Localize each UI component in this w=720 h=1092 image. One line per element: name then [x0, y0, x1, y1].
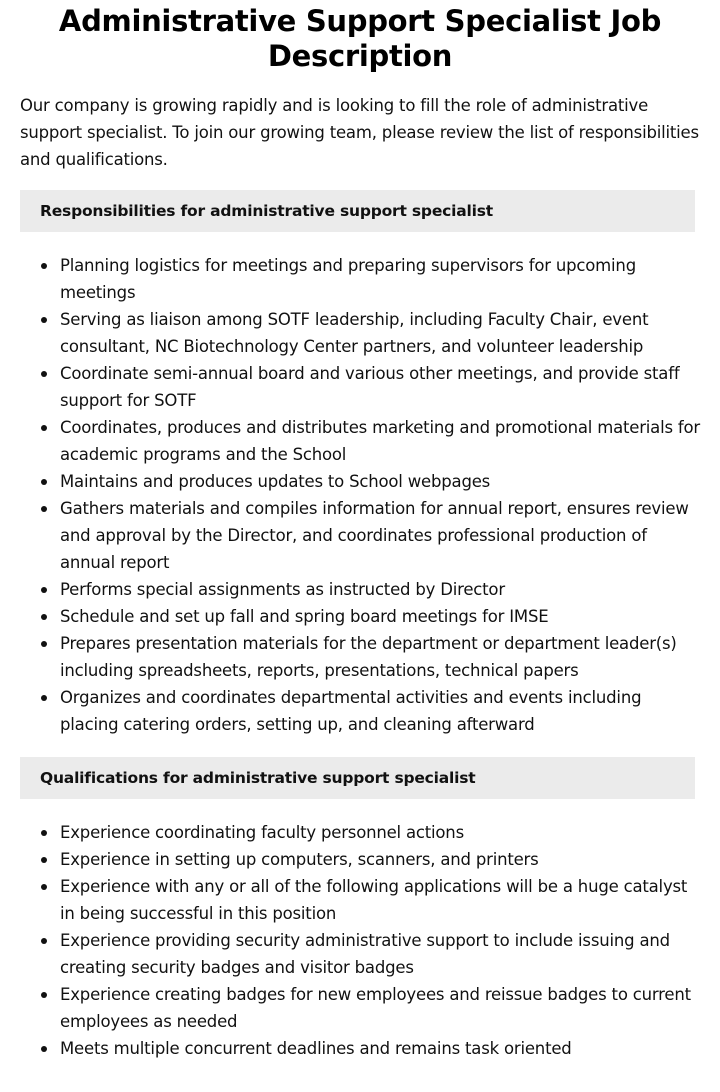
list-item [60, 495, 700, 576]
list-item [60, 819, 700, 846]
list-item [60, 846, 700, 873]
list-item [60, 981, 700, 1035]
list-item [60, 252, 700, 306]
list-item-text: Experience providing security administrative support to include issuing and creating security badges and visitor badges [60, 931, 670, 977]
bullet-icon [41, 695, 47, 701]
list-item [60, 360, 700, 414]
list-item-text: Serving as liaison among SOTF leadership, including Faculty Chair, event consultant, NC Biotechnology Center partners, and volunteer leadership [60, 310, 649, 356]
list-item-text: Coordinates, produces and distributes marketing and promotional materials for academic programs and the School [60, 418, 700, 464]
list-item-text: Experience with any or all of the following applications will be a huge catalyst in being successful in this position [60, 877, 688, 923]
list-item-text: Gathers materials and compiles information for annual report, ensures review and approval by the Director, and coordinates professional production of annual report [60, 499, 689, 572]
bullet-icon [41, 587, 47, 593]
list-item [60, 630, 700, 684]
list-item [60, 603, 700, 630]
bullet-icon [41, 884, 47, 890]
list-item-text: Organizes and coordinates departmental activities and events including placing catering orders, setting up, and cleaning afterward [60, 688, 642, 734]
bullet-icon [41, 317, 47, 323]
list-item-text: Schedule and set up fall and spring board meetings for IMSE [60, 607, 549, 626]
bullet-icon [41, 641, 47, 647]
bullet-icon [41, 938, 47, 944]
bullet-icon [41, 425, 47, 431]
responsibilities-list [20, 252, 700, 738]
page-title: Administrative Support Specialist Job Description [58, 4, 662, 73]
bullet-icon [41, 992, 47, 998]
responsibilities-heading: Responsibilities for administrative support specialist [20, 190, 695, 232]
list-item [60, 306, 700, 360]
list-item-text: Performs special assignments as instructed by Director [60, 580, 505, 599]
list-item-text: Prepares presentation materials for the department or department leader(s) including spreadsheets, reports, presentations, technical papers [60, 634, 677, 680]
list-item [60, 414, 700, 468]
bullet-icon [41, 263, 47, 269]
list-item [60, 1035, 700, 1062]
qualifications-heading: Qualifications for administrative support specialist [20, 757, 695, 799]
list-item-text: Maintains and produces updates to School webpages [60, 472, 491, 491]
bullet-icon [41, 830, 47, 836]
bullet-icon [41, 614, 47, 620]
list-item [60, 684, 700, 738]
list-item [60, 873, 700, 927]
list-item-text: Meets multiple concurrent deadlines and remains task oriented [60, 1039, 572, 1058]
bullet-icon [41, 506, 47, 512]
intro-paragraph: Our company is growing rapidly and is looking to fill the role of administrative support specialist. To join our growing team, please review the list of responsibilities and qualifications. [20, 96, 699, 169]
list-item-text: Coordinate semi-annual board and various other meetings, and provide staff support for SOTF [60, 364, 680, 410]
bullet-icon [41, 479, 47, 485]
list-item-text: Planning logistics for meetings and preparing supervisors for upcoming meetings [60, 256, 636, 302]
bullet-icon [41, 857, 47, 863]
list-item-text: Experience in setting up computers, scanners, and printers [60, 850, 539, 869]
list-item [60, 576, 700, 603]
list-item [60, 927, 700, 981]
qualifications-list [20, 819, 700, 1062]
list-item [60, 468, 700, 495]
list-item-text: Experience creating badges for new employees and reissue badges to current employees as needed [60, 985, 691, 1031]
list-item-text: Experience coordinating faculty personnel actions [60, 823, 464, 842]
bullet-icon [41, 371, 47, 377]
bullet-icon [41, 1046, 47, 1052]
